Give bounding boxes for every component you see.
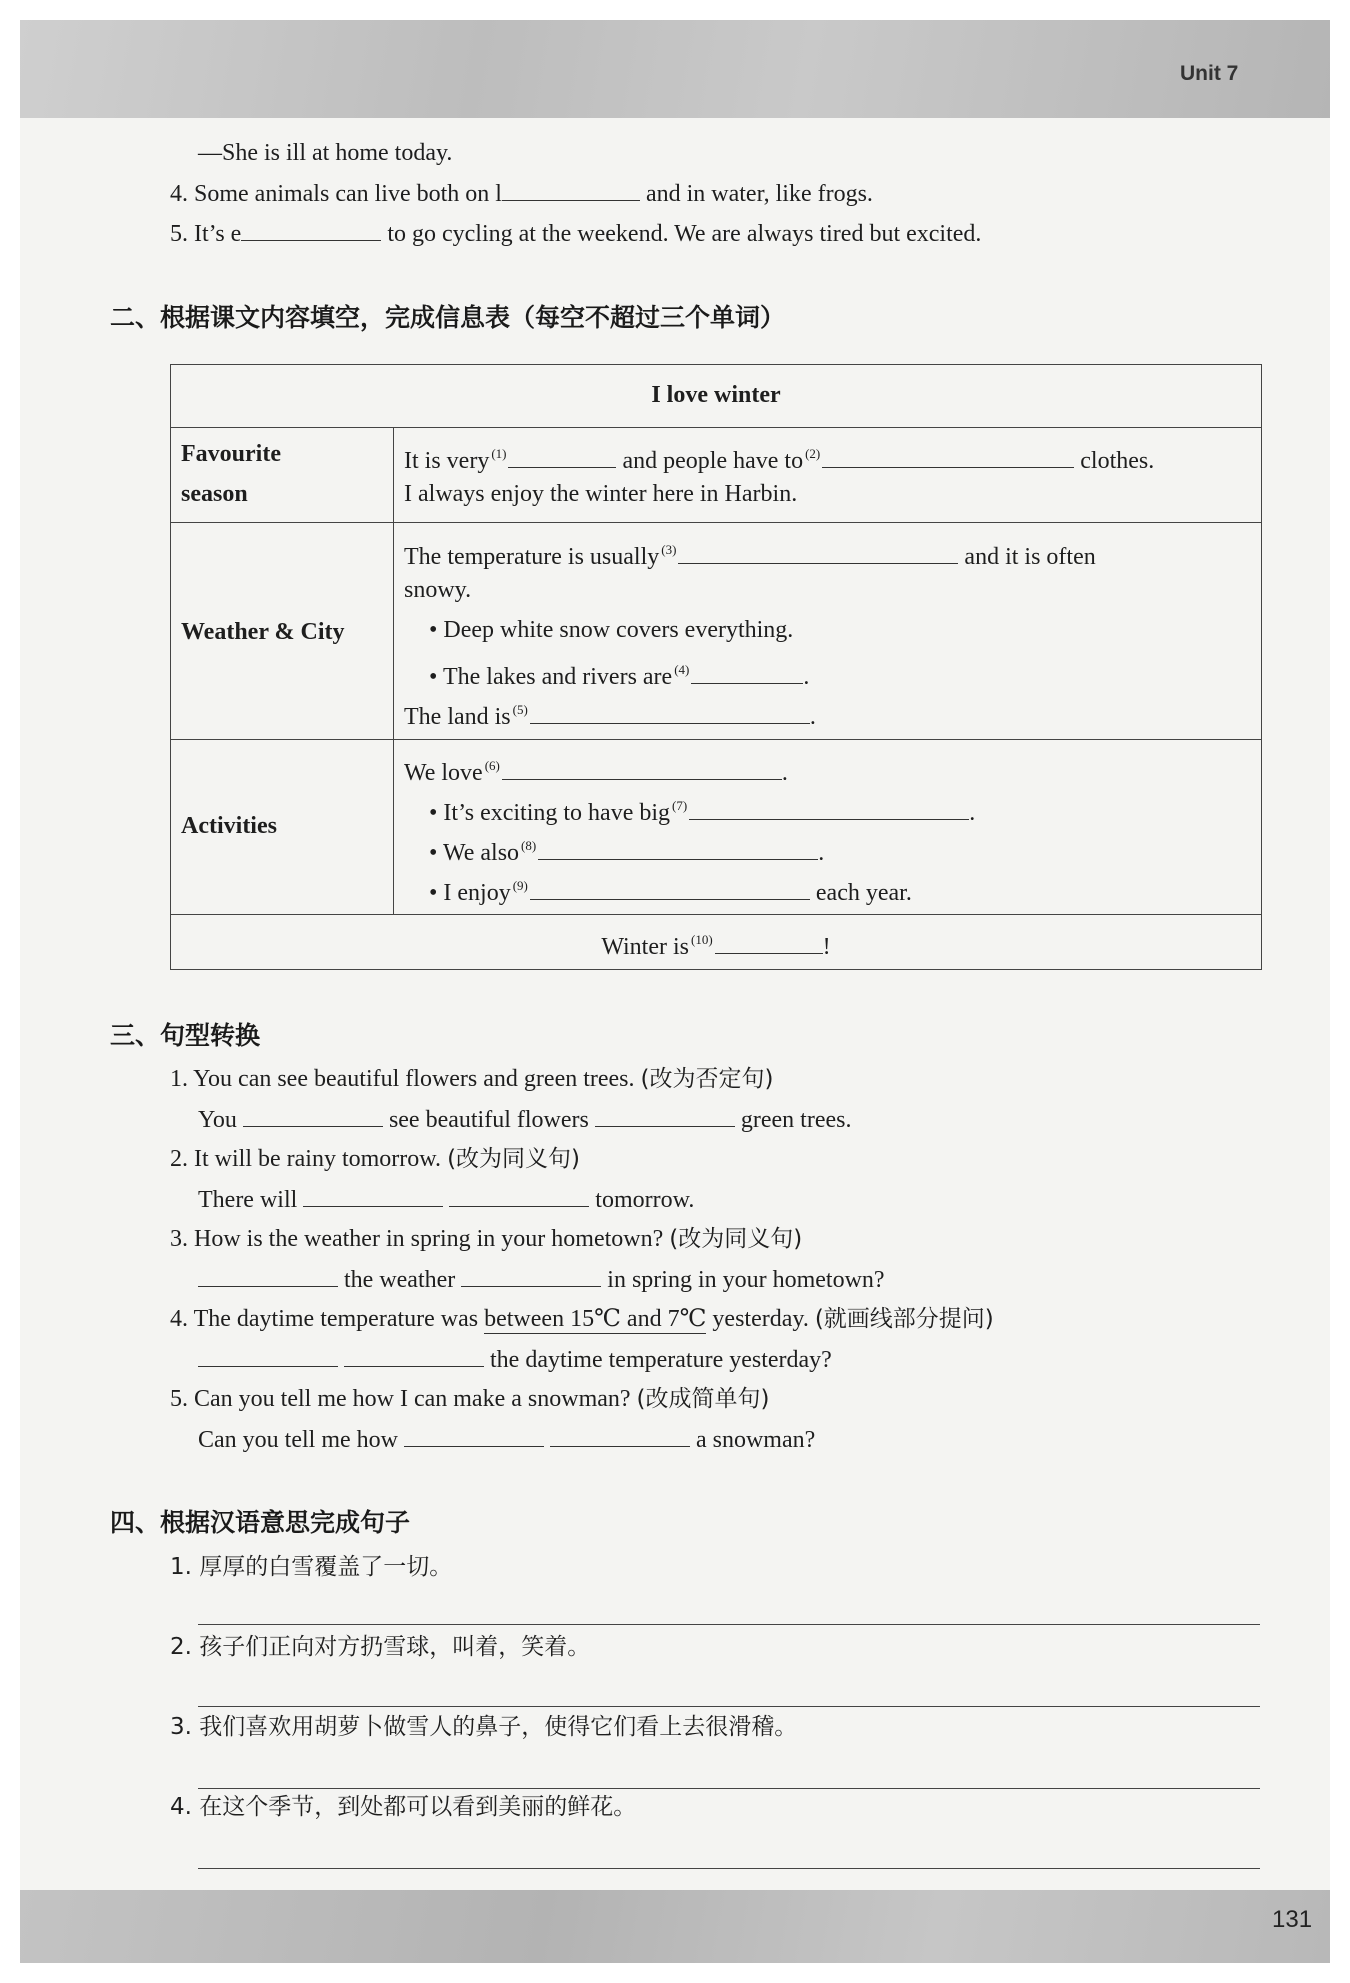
- s4-item-1: 1. 厚厚的白雪覆盖了一切。: [170, 1554, 453, 1580]
- answer-blank[interactable]: [502, 757, 782, 780]
- row2-line1: [404, 535, 1096, 572]
- table-footer: [171, 925, 1261, 962]
- answer-text: You: [198, 1107, 237, 1133]
- bullet-item: • It’s exciting to have big $^{(7)}$ .: [429, 798, 976, 826]
- question-text: 1. You can see beautiful flowers and green trees.: [170, 1066, 635, 1092]
- answer-line[interactable]: [198, 1706, 1260, 1707]
- row-label: Weather & City: [181, 619, 345, 645]
- answer-line[interactable]: [198, 1624, 1260, 1625]
- cell-text: The land is: [404, 704, 511, 730]
- cell-text: and it is often: [964, 544, 1096, 570]
- blank-number: (6): [484, 758, 500, 773]
- blank-number: (2): [805, 446, 821, 461]
- section-3-title: 三、句型转换: [110, 1021, 261, 1050]
- page-number: 131: [1272, 1906, 1313, 1933]
- answer-blank[interactable]: [461, 1264, 601, 1287]
- blank-number: (3): [661, 542, 677, 557]
- s4-item-3: 3. 我们喜欢用胡萝卜做雪人的鼻子，使得它们看上去很滑稽。: [170, 1714, 798, 1740]
- s3-question-4: [170, 1304, 994, 1334]
- question-text: 3. How is the weather in spring in your hometown?: [170, 1226, 664, 1252]
- answer-line[interactable]: [198, 1788, 1260, 1789]
- answer-blank[interactable]: [449, 1184, 589, 1207]
- answer-text: see beautiful flowers: [388, 1107, 589, 1133]
- question-hint: (改成简单句): [636, 1386, 770, 1412]
- bullet-item: • We also $^{(8)}$ .: [429, 838, 825, 866]
- row2-line5: The land is $^{(5)}$ .: [404, 702, 816, 730]
- blank-number: (5): [512, 702, 528, 717]
- bullet-icon: •: [429, 800, 438, 826]
- cell-text: The lakes and rivers are: [442, 664, 673, 690]
- question-hint: (改为否定句): [640, 1066, 774, 1092]
- blank-number: (10): [691, 932, 713, 947]
- answer-text: a snowman?: [695, 1427, 816, 1453]
- answer-blank[interactable]: [530, 701, 810, 724]
- answer-blank[interactable]: [344, 1344, 484, 1367]
- question-hint: (就画线部分提问): [814, 1306, 994, 1332]
- cell-text: clothes.: [1080, 448, 1155, 474]
- question-text: 4. Some animals can live both on l: [170, 181, 502, 207]
- answer-text: the weather: [344, 1267, 456, 1293]
- s4-item-4: 4. 在这个季节，到处都可以看到美丽的鲜花。: [170, 1794, 637, 1820]
- info-table: [170, 364, 1262, 970]
- blank-number: (1): [491, 446, 507, 461]
- question-text: 5. It’s e: [170, 221, 242, 247]
- answer-blank[interactable]: [502, 178, 640, 201]
- question-4: [170, 178, 873, 209]
- s3-question-1: [170, 1064, 773, 1094]
- answer-blank[interactable]: [508, 445, 616, 468]
- bullet-icon: •: [429, 880, 438, 906]
- s3-answer-2: [198, 1184, 694, 1215]
- section-2-title: 二、根据课文内容填空，完成信息表（每空不超过三个单词）: [110, 303, 786, 332]
- unit-label: Unit 7: [1180, 62, 1239, 85]
- cell-text: Deep white snow covers everything.: [443, 617, 794, 643]
- row-label: season: [181, 481, 248, 507]
- blank-number: (8): [521, 838, 537, 853]
- cell-text: The temperature is usually: [404, 544, 660, 570]
- answer-blank[interactable]: [303, 1184, 443, 1207]
- table-divider: [171, 914, 1261, 915]
- blank-number: (7): [672, 798, 688, 813]
- answer-blank[interactable]: [550, 1424, 690, 1447]
- answer-blank[interactable]: [691, 661, 803, 684]
- answer-blank[interactable]: [198, 1344, 338, 1367]
- blank-number: (4): [674, 662, 690, 677]
- bullet-item: • The lakes and rivers are $^{(4)}$ .: [429, 662, 810, 690]
- cell-text: We also: [442, 840, 520, 866]
- cell-text: snowy.: [404, 577, 472, 603]
- answer-text: Can you tell me how: [198, 1427, 398, 1453]
- s3-question-3: [170, 1224, 802, 1254]
- question-text: yesterday.: [712, 1306, 809, 1332]
- s3-question-2: [170, 1144, 580, 1174]
- cell-text: It’s exciting to have big: [443, 800, 671, 826]
- question-hint: (改为同义句): [447, 1146, 581, 1172]
- row-label: Favourite: [181, 441, 281, 467]
- s3-answer-5: [198, 1424, 815, 1455]
- row1-line1: [404, 439, 1154, 476]
- footer-band: [20, 1890, 1330, 1963]
- cell-text: We love: [404, 760, 483, 786]
- s3-answer-1: [198, 1104, 851, 1135]
- table-divider: [171, 739, 1261, 740]
- s3-answer-3: [198, 1264, 885, 1295]
- bullet-icon: •: [429, 840, 438, 866]
- answer-line[interactable]: [198, 1868, 1260, 1869]
- answer-blank[interactable]: [198, 1264, 338, 1287]
- table-divider: [171, 522, 1261, 523]
- table-divider: [171, 427, 1261, 428]
- section-4-title: 四、根据汉语意思完成句子: [110, 1508, 411, 1537]
- answer-blank[interactable]: [595, 1104, 735, 1127]
- dialogue-line: —She is ill at home today.: [198, 140, 453, 166]
- blank-number: (9): [512, 878, 528, 893]
- question-text: and in water, like frogs.: [645, 181, 873, 207]
- question-text: 4. The daytime temperature was: [170, 1306, 479, 1332]
- answer-text: green trees.: [740, 1107, 852, 1133]
- question-5: [170, 218, 981, 249]
- cell-text: each year.: [815, 880, 912, 906]
- question-text: to go cycling at the weekend. We are always tired but excited.: [387, 221, 982, 247]
- s4-item-2: 2. 孩子们正向对方扔雪球，叫着，笑着。: [170, 1634, 591, 1660]
- bullet-item: [429, 871, 912, 908]
- answer-blank[interactable]: [243, 1104, 383, 1127]
- question-text: 2. It will be rainy tomorrow.: [170, 1146, 442, 1172]
- answer-blank[interactable]: [678, 541, 958, 564]
- answer-blank[interactable]: [822, 445, 1074, 468]
- table-heading: I love winter: [651, 382, 781, 408]
- cell-text: It is very: [404, 448, 490, 474]
- row3-line1: We love $^{(6)}$ .: [404, 758, 788, 786]
- answer-text: There will: [198, 1187, 298, 1213]
- answer-blank[interactable]: [530, 877, 810, 900]
- bullet-icon: •: [429, 664, 438, 690]
- question-text: 5. Can you tell me how I can make a snowman?: [170, 1386, 631, 1412]
- s3-answer-4: [198, 1344, 832, 1375]
- answer-blank[interactable]: [689, 797, 969, 820]
- cell-text: I enjoy: [443, 880, 511, 906]
- cell-text: Winter is: [601, 934, 689, 960]
- answer-text: the daytime temperature yesterday?: [490, 1347, 832, 1373]
- answer-blank[interactable]: [538, 837, 818, 860]
- s3-question-5: [170, 1384, 770, 1414]
- answer-text: in spring in your hometown?: [607, 1267, 885, 1293]
- answer-blank[interactable]: [404, 1424, 544, 1447]
- bullet-item: [429, 615, 793, 645]
- cell-text: I always enjoy the winter here in Harbin.: [404, 481, 798, 507]
- cell-text: !: [822, 934, 831, 960]
- bullet-icon: •: [429, 617, 438, 643]
- header-band: [20, 20, 1330, 118]
- answer-text: tomorrow.: [595, 1187, 695, 1213]
- question-hint: (改为同义句): [669, 1226, 803, 1252]
- row-label: Activities: [181, 813, 277, 839]
- table-column-divider: [393, 427, 394, 914]
- answer-blank[interactable]: [241, 218, 381, 241]
- answer-blank[interactable]: [715, 931, 823, 954]
- cell-text: and people have to: [622, 448, 804, 474]
- underlined-phrase: between 15℃ and 7℃: [484, 1306, 707, 1332]
